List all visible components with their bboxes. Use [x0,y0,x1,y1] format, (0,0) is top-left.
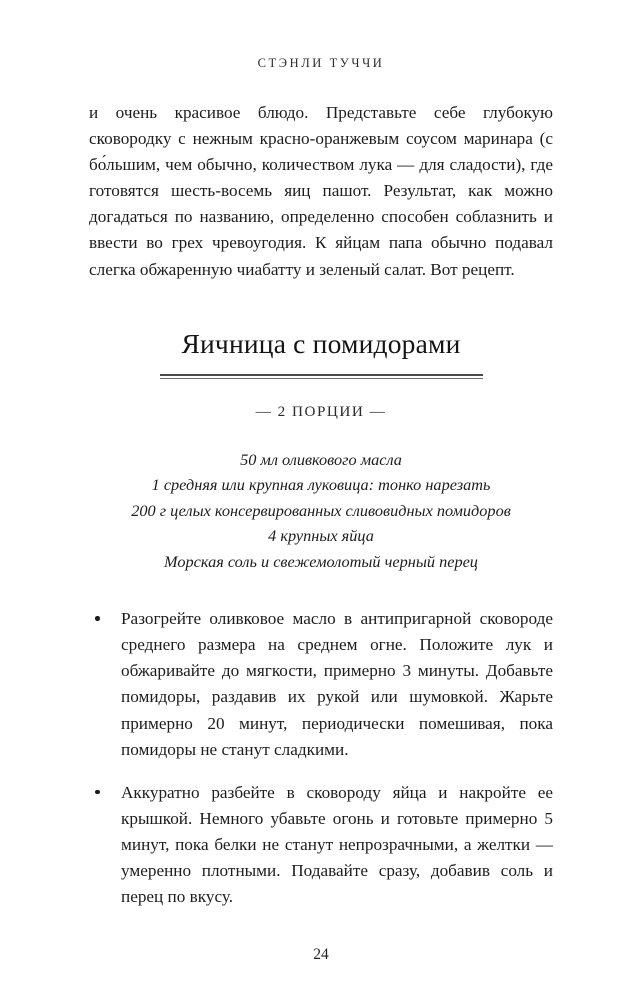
instruction-text: Разогрейте оливковое масло в антипригарной сковороде среднего размера на среднем огне. Положите лук и обжаривайте до мягкости, примерно 3 минуты. Добавьте помидоры, раздавив их рукой или шумовкой. Жарьте примерно 20 минут, периодически помешивая, пока помидоры не станут сладкими. [121,609,553,759]
running-head: СТЭНЛИ ТУЧЧИ [257,56,385,70]
body-paragraph: и очень красивое блюдо. Представьте себе глубокую сковородку с нежным красно-оранжевым соусом маринара (с бо́льшим, чем обычно, количеством лука — для сладости), где готовятся шесть-восемь яиц пашот. Результат, как можно догадаться по названию, определенно способен соблазнить и ввести во грех чревоугодия. К яйцам папа обычно подавал слегка обжаренную чиабатту и зеленый салат. Вот рецепт. [89,103,553,279]
ingredients-list [89,447,553,575]
recipe-block [89,327,553,911]
instruction-item [89,780,553,910]
ingredient-item: 1 средняя или крупная луковица: тонко нарезать [151,475,491,495]
recipe-title: Яичница с помидорами [181,327,461,359]
instruction-list [89,606,553,910]
page-number: 24 [313,946,329,963]
instruction-text: Аккуратно разбейте в сковороду яйца и накройте ее крышкой. Немного убавьте огонь и готовьте примерно 5 минут, пока белки не станут непрозрачными, а желтки — умеренно плотными. Подавайте сразу, добавив соль и перец по вкусу. [121,782,553,907]
ingredient-item: 4 крупных яйца [268,526,374,546]
instruction-item [89,606,553,763]
text-column [89,100,553,910]
ingredient-item: Морская соль и свежемолотый черный перец [164,551,478,571]
double-rule-divider [160,374,483,379]
bullet-icon [95,790,100,795]
servings-label: — 2 ПОРЦИИ — [255,402,387,420]
ingredient-item: 50 мл оливкового масла [240,449,402,469]
ingredient-item: 200 г целых консервированных сливовидных помидоров [131,500,511,520]
bullet-icon [95,616,100,621]
